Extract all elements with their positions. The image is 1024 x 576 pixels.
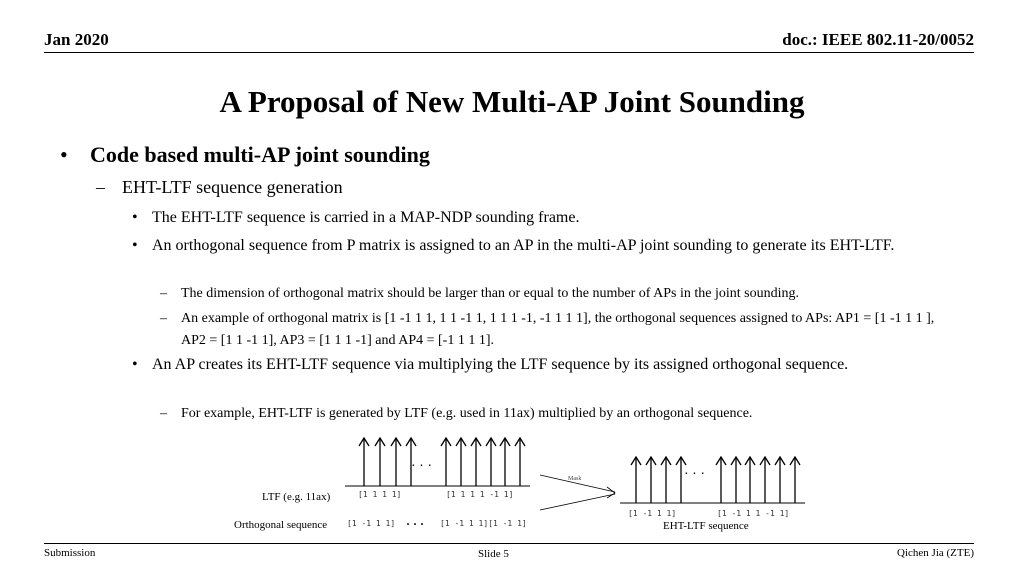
footer-author: Qichen Jia (ZTE): [897, 547, 974, 559]
ltf-label: LTF (e.g. 11ax): [262, 491, 331, 503]
bullet-marker: •: [60, 142, 68, 167]
ltf-seq-left: [1 1 1 1]: [358, 490, 402, 499]
bullet-text: Code based multi-AP joint sounding: [90, 142, 430, 167]
dash-marker: –: [160, 311, 167, 326]
eht-dots: · · ·: [684, 467, 705, 482]
bullet-marker: •: [132, 356, 138, 373]
footer-submission: Submission: [44, 547, 96, 559]
dash-marker: –: [96, 177, 105, 197]
dash-marker: –: [160, 406, 167, 421]
header-doc-id: doc.: IEEE 802.11-20/0052: [782, 30, 974, 49]
eht-ltf-pulse-train: [620, 457, 805, 518]
ltf-dots: · · ·: [411, 459, 432, 474]
ltf-pulse-train: [345, 438, 530, 499]
header-date: Jan 2020: [44, 30, 109, 49]
bullet-text: The dimension of orthogonal matrix should be larger than or equal to the number of APs in the joint sounding.: [181, 286, 799, 301]
eht-ltf-label: EHT-LTF sequence: [663, 520, 749, 532]
orth-seq-right: [1 -1 1 1][1 -1 1]: [440, 519, 527, 528]
mask-label: Mask: [568, 476, 582, 482]
slide-title: A Proposal of New Multi-AP Joint Sounding: [219, 84, 805, 119]
orth-seq-left: [1 -1 1 1]: [347, 519, 396, 528]
bullet-text: An orthogonal sequence from P matrix is assigned to an AP in the multi-AP joint sounding to generate its EHT-LTF.: [152, 237, 895, 254]
bullet-text: An example of orthogonal matrix is [1 -1 1 1, 1 1 -1 1, 1 1 1 -1, -1 1 1 1], the orthogonal sequences assigned to APs: AP1 = [1 -1 1 1 ], AP2 = [1 1 -1 1], AP3 = [1 1 1 -1] and AP4 = [-1 1 1 1].: [181, 311, 935, 348]
bullet-text: EHT-LTF sequence generation: [122, 177, 343, 197]
ltf-arrows-left: [359, 438, 416, 486]
bullet-marker: •: [132, 209, 138, 226]
bullet-text: An AP creates its EHT-LTF sequence via multiplying the LTF sequence by its assigned orthogonal sequence.: [152, 356, 849, 373]
orth-dots: · · ·: [406, 517, 425, 531]
eht-seq-right: [1 -1 1 1 -1 1]: [717, 509, 790, 518]
eht-arrows-right: [716, 457, 800, 503]
bullet-marker: •: [132, 237, 138, 254]
footer-divider: [44, 543, 974, 544]
bullet-text: For example, EHT-LTF is generated by LTF (e.g. used in 11ax) multiplied by an orthogonal sequence.: [181, 406, 753, 421]
eht-seq-left: [1 -1 1 1]: [628, 509, 677, 518]
ltf-arrows-right: [441, 438, 525, 486]
orthogonal-label: Orthogonal sequence: [234, 519, 328, 531]
eht-arrows-left: [631, 457, 686, 503]
bullet-text: The EHT-LTF sequence is carried in a MAP-NDP sounding frame.: [152, 209, 580, 226]
ltf-seq-right: [1 1 1 1 -1 1]: [446, 490, 514, 499]
footer-slide-number: Slide 5: [478, 548, 509, 560]
dash-marker: –: [160, 286, 167, 301]
